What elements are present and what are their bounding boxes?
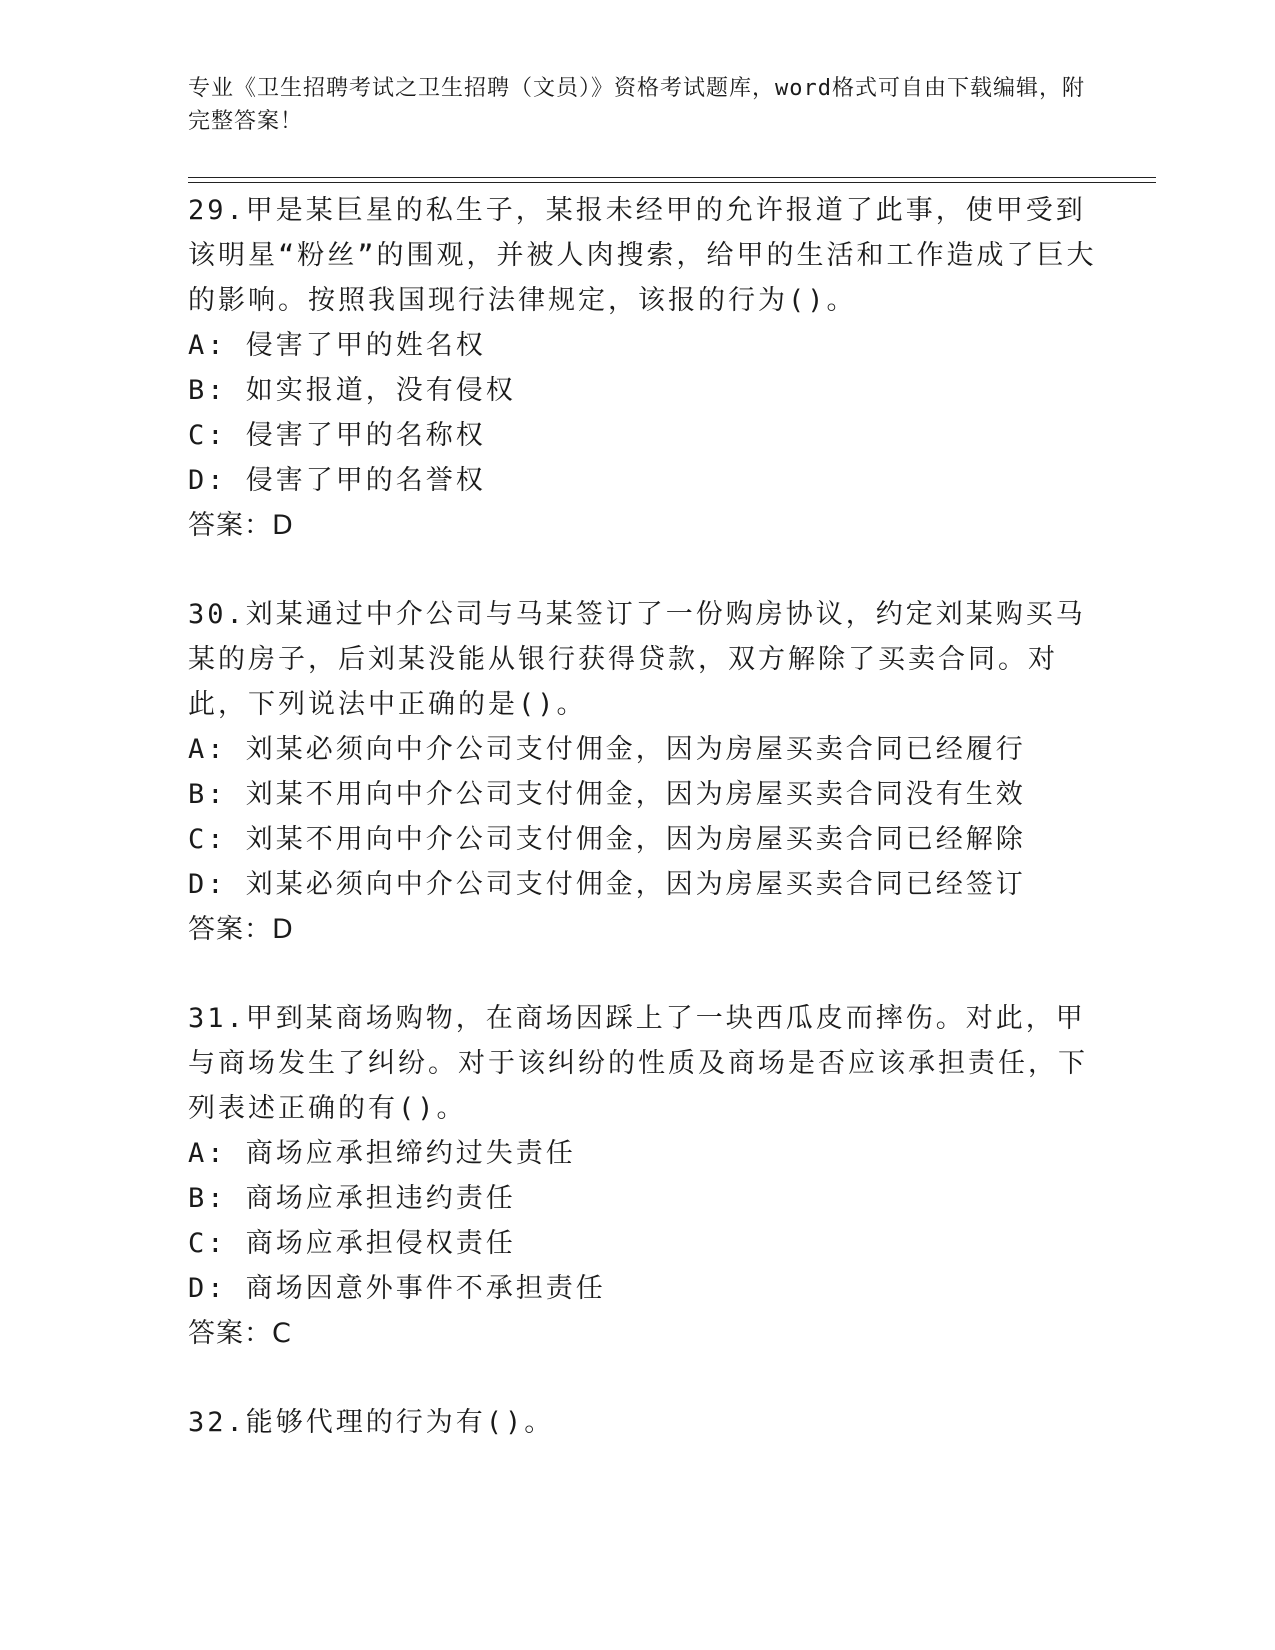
answer-label: 答案：D: [188, 510, 294, 541]
question-stem: 31.甲到某商场购物，在商场因踩上了一块西瓜皮而摔伤。对此，甲与商场发生了纠纷。对于该纠纷的性质及商场是否应该承担责任，下列表述正确的有()。: [188, 1003, 1088, 1124]
question-stem: 29.甲是某巨星的私生子，某报未经甲的允许报道了此事，使甲受到该明星“粉丝”的围观，并被人肉搜索，给甲的生活和工作造成了巨大的影响。按照我国现行法律规定，该报的行为()。: [188, 195, 1097, 316]
option-d: D: 侵害了甲的名誉权: [188, 465, 486, 496]
option-b: B: 刘某不用向中介公司支付佣金，因为房屋买卖合同没有生效: [188, 779, 1026, 810]
answer-label: 答案：D: [188, 914, 294, 945]
question-31: [188, 996, 1108, 1356]
option-a: A: 侵害了甲的姓名权: [188, 330, 486, 361]
question-list: [188, 188, 1108, 1489]
option-a: A: 刘某必须向中介公司支付佣金，因为房屋买卖合同已经履行: [188, 734, 1026, 765]
answer-label: 答案：C: [188, 1318, 292, 1349]
question-stem: 32.能够代理的行为有()。: [188, 1407, 555, 1438]
option-b: B: 如实报道，没有侵权: [188, 375, 516, 406]
header-divider-bottom: [188, 182, 1156, 183]
option-a: A: 商场应承担缔约过失责任: [188, 1138, 576, 1169]
question-30: [188, 592, 1108, 952]
option-c: C: 刘某不用向中介公司支付佣金，因为房屋买卖合同已经解除: [188, 824, 1026, 855]
header-divider-top: [188, 177, 1156, 178]
option-c: C: 侵害了甲的名称权: [188, 420, 486, 451]
question-stem: 30.刘某通过中介公司与马某签订了一份购房协议，约定刘某购买马某的房子，后刘某没能从银行获得贷款，双方解除了买卖合同。对此，下列说法中正确的是()。: [188, 599, 1086, 720]
question-29: [188, 188, 1108, 548]
question-32: [188, 1400, 1108, 1445]
header-intro: 专业《卫生招聘考试之卫生招聘（文员）》资格考试题库，word格式可自由下载编辑，附完整答案！: [188, 76, 1085, 134]
option-d: D: 刘某必须向中介公司支付佣金，因为房屋买卖合同已经签订: [188, 869, 1026, 900]
option-b: B: 商场应承担违约责任: [188, 1183, 516, 1214]
option-c: C: 商场应承担侵权责任: [188, 1228, 516, 1259]
option-d: D: 商场因意外事件不承担责任: [188, 1273, 606, 1304]
